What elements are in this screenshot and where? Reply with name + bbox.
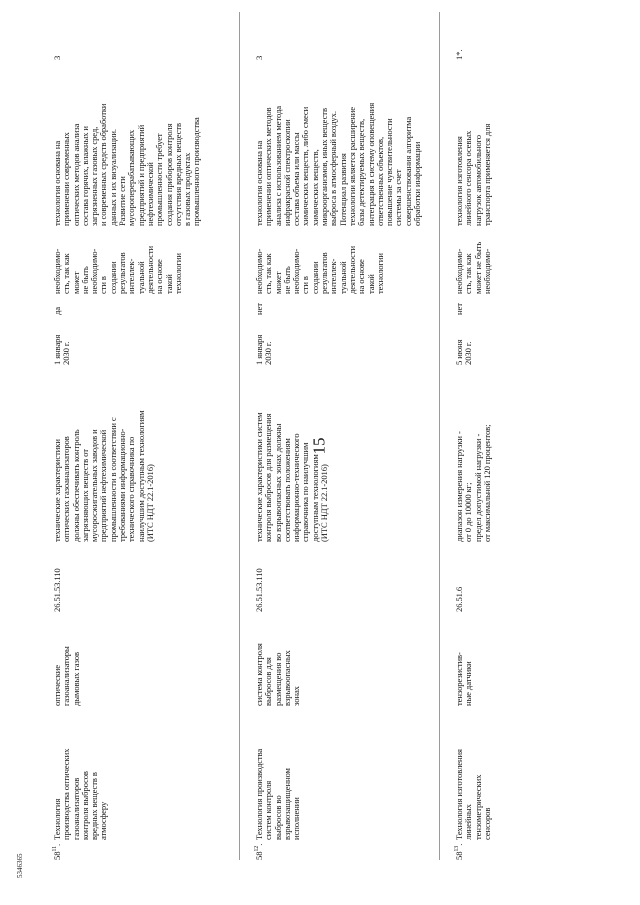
technology-name: Технология изготовления линейных тензометрических сенсоров [454,749,492,840]
product-name: система контроля выбросов для размещения во взрывоопасных зонах [254,643,302,706]
product-name: тензорезистив- ные датчики [454,652,474,706]
product-name: оптические газоанализаторы дымовых газов [52,646,81,706]
yes-no-flag: нет [454,303,464,315]
row-number: $58^{12}$. [254,843,264,860]
technology-name: Технология производства систем контроля выбросов во взрывозащищенном исполнении [254,748,302,840]
necessity-reason: необходимо- сть, так как может не быть необходимо- [454,241,492,294]
row-divider [439,12,440,860]
okpd-code: 26.51.6 [454,586,464,612]
document-code: 5346365 [16,853,24,878]
readiness-level: 3 [52,55,62,60]
row-number: $58^{13}$. [454,843,464,860]
deadline-date: 1 января 2030 г. [254,334,274,365]
row-number: $58^{11}$. [52,843,62,860]
row-divider [239,12,240,860]
justification: технология изготовления линейного сенсора осевых нагрузок автомобильного транспорта применяется для [454,123,492,226]
necessity-reason: необходимо- сть, так как может не быть необходимо- сти в создании результатов интеллек- туальной деятельности на основе такой технологии [254,246,385,294]
deadline-date: 1 января 2030 г. [52,334,72,365]
necessity-reason: необходимо- сть, так как может не быть необходимо- сти в создании результатов интеллек- туальной деятельности на основе такой технологии [52,246,183,294]
requirements: технические характеристики оптических газоанализаторов должны обеспечивать контроль загрязняющих веществ от мусоросжигательных заводов и предприятий нефтехимической промышленности в соответствии с требованиями информационно- технического справочника по наилучшим доступным технологиям (ИТС НДТ 22.1-2016) [52,410,155,542]
justification: технология основана на применении современных оптических методов анализа состава горячих, влажных и загрязненных газовых сред, и современных средств обработки данных и их визуализации. Развитие сети мусороперерабатывающих предприятий и предприятий нефтехимической промышленности требует создания приборов контроля отсутствия вредных веществ в газовых продуктах промышленного производства [52,103,202,226]
readiness-level: 1*. [454,49,464,60]
requirements: технические характеристики систем контроля выбросов для размещения во взрывоопасных зонах должны соответствовать положениям информационно-технического справочника по наилучшим доступным технологиям (ИТС НДТ 22.1-2016) [254,412,330,542]
technology-name: Технология производства оптических газоанализаторов контроля выбросов вредных веществ в атмосферу [52,748,109,840]
okpd-code: 26.51.53.110 [254,568,264,612]
deadline-date: 5 июня 2030 г. [454,339,474,365]
technology-table [47,12,627,860]
yes-no-flag: нет [254,303,264,315]
requirements: диапазон измерения нагрузки - от 0 до 10000 кг; предел допустимой нагрузки - от максимальной 120 процентов; [454,424,492,542]
page-number: 15 [309,437,329,455]
yes-no-flag: да [52,307,62,315]
okpd-code: 26.51.53.110 [52,568,62,612]
justification: технология основана на применении оптических методов анализа с использованием метода инфракрасной спектроскопии состава объема или массы химических веществ, либо смеси химических веществ, микроорганизмов, иных веществ выброса в атмосферный воздух. Потенциал развития технологии является расширение базы детектируемых веществ, интеграция в систему оповещения ответственных объектов, повышение чувствительности системы за счет совершенствования алгоритма обработки информации [254,102,423,226]
readiness-level: 3 [254,55,264,60]
